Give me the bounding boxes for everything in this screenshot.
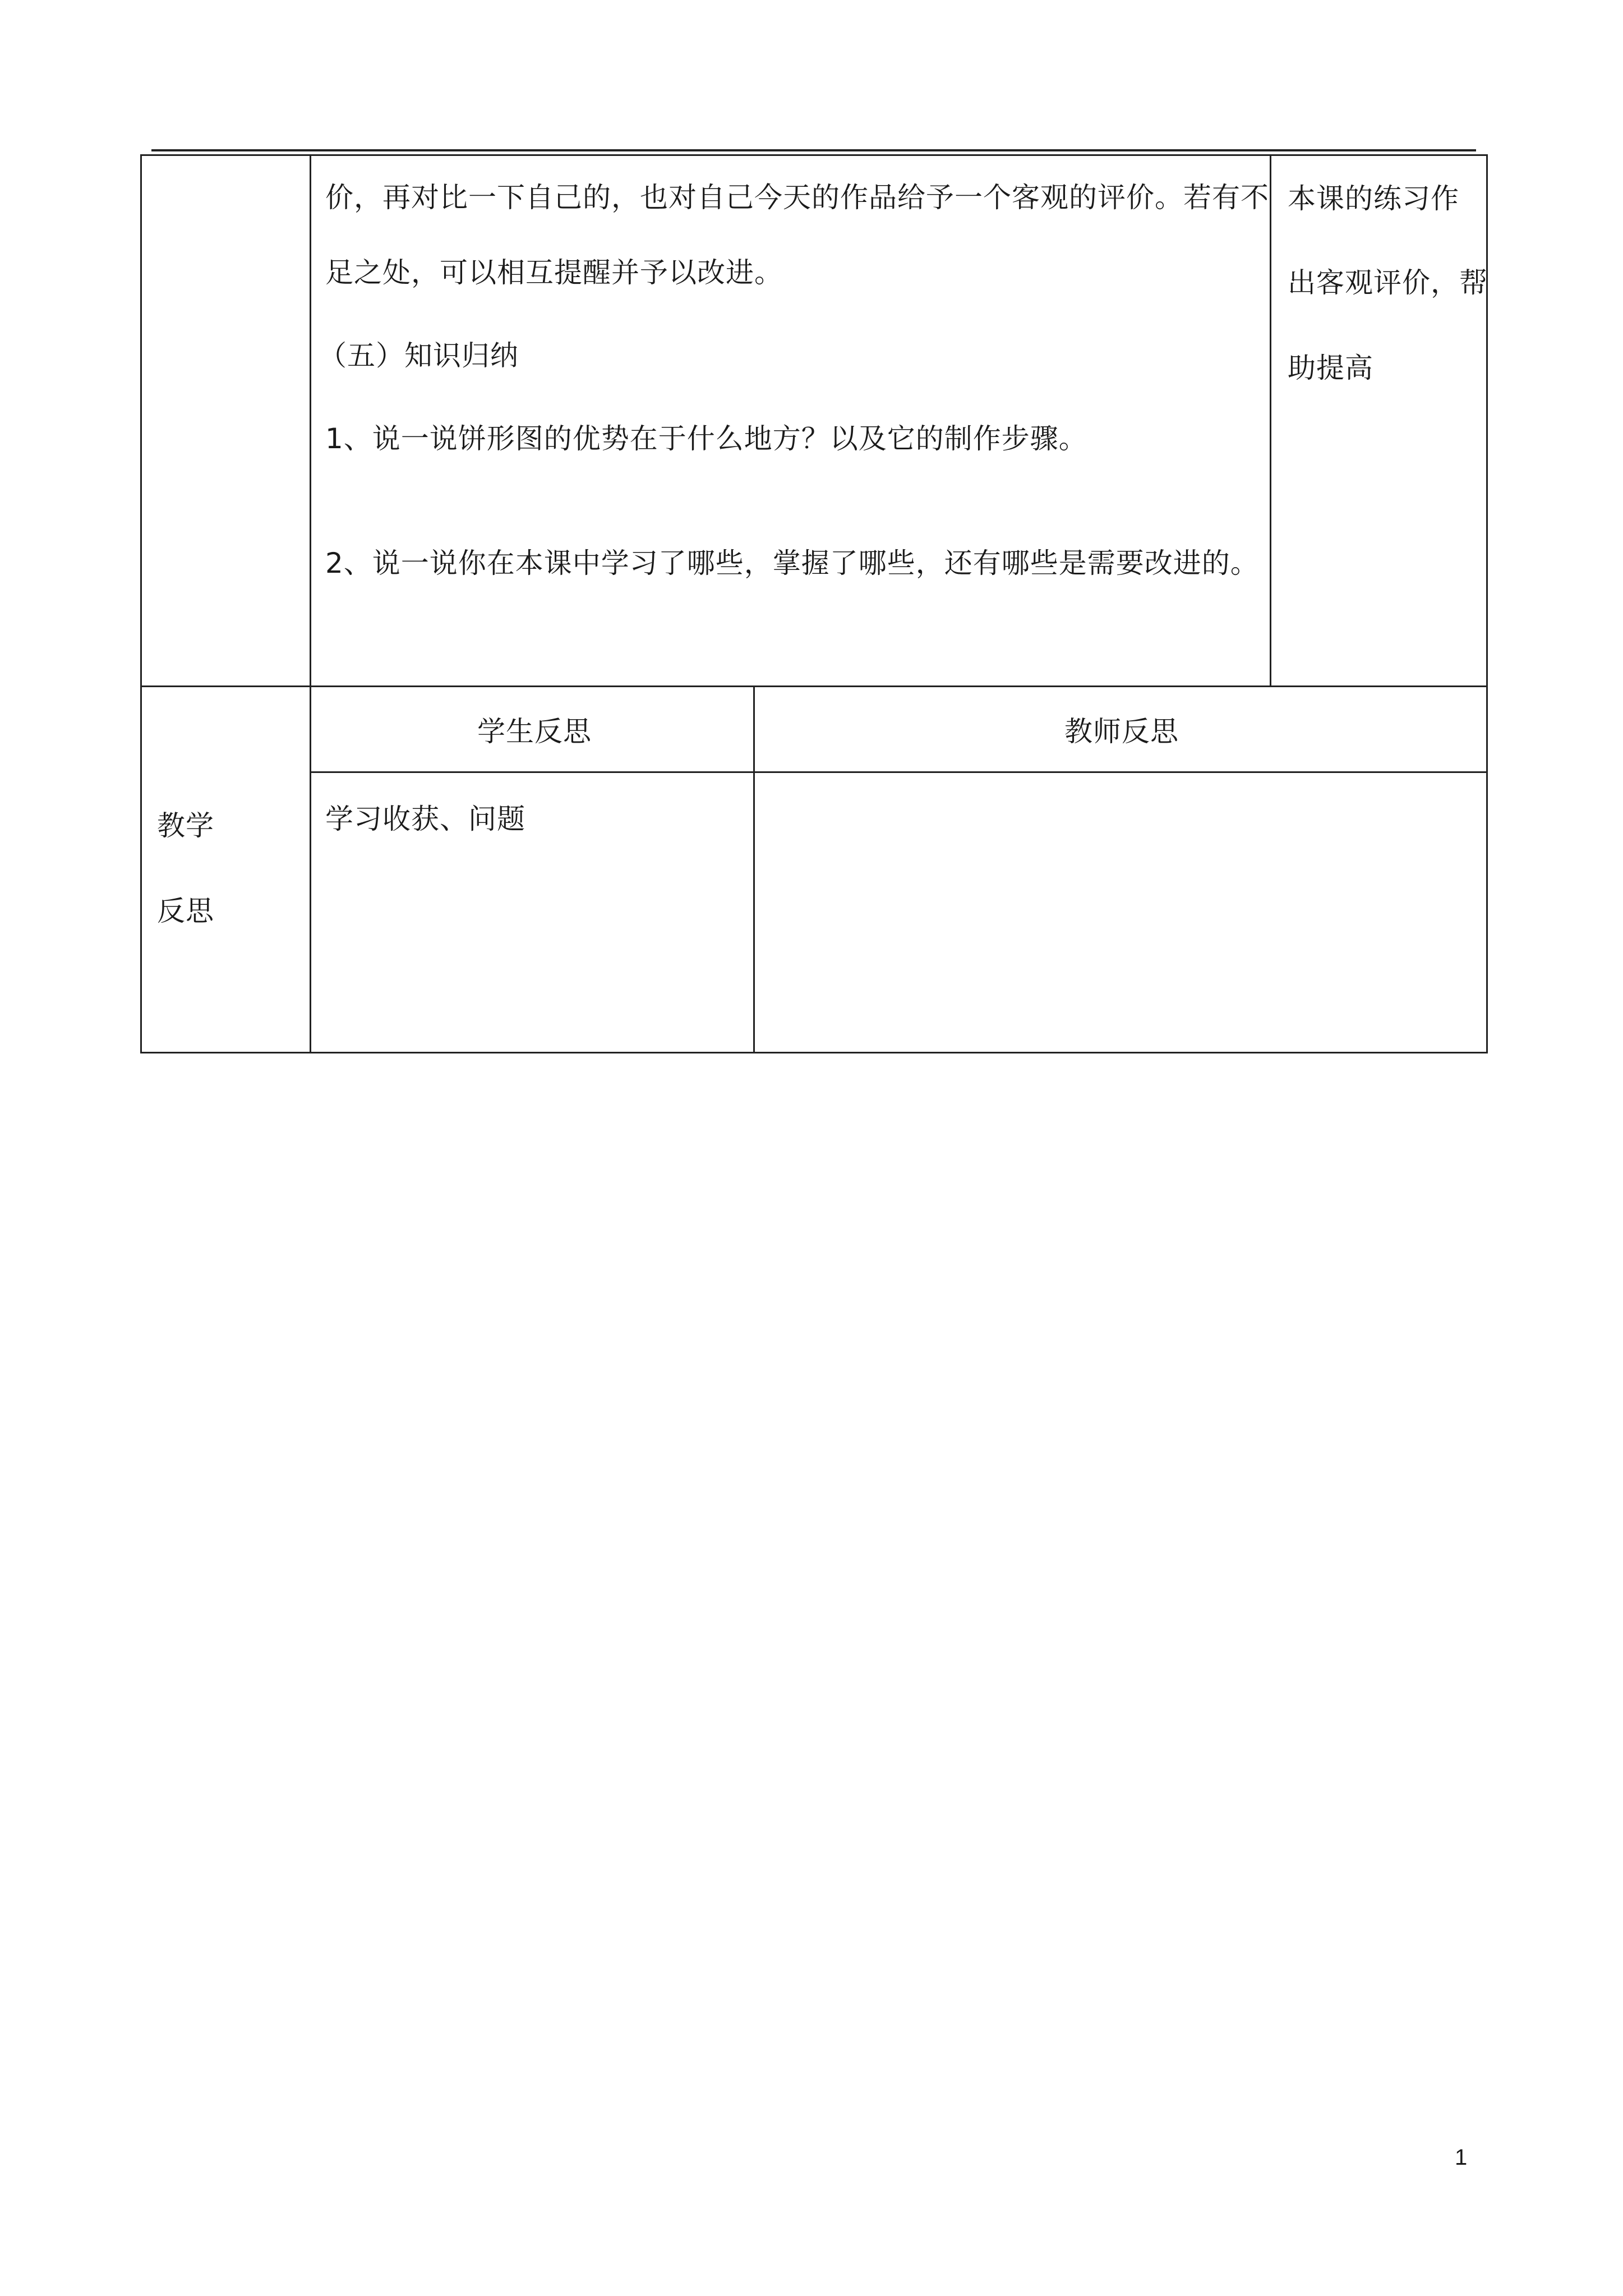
design-intent-line-3: 助提高 bbox=[1288, 352, 1373, 384]
table-border-bottom bbox=[140, 1052, 1488, 1053]
design-intent-line-1: 本课的练习作 bbox=[1288, 182, 1459, 215]
table-divider-row bbox=[140, 685, 1488, 687]
header-rule bbox=[151, 149, 1476, 151]
design-intent-line-2: 出客观评价，帮 bbox=[1288, 266, 1488, 299]
table-divider-label-column bbox=[310, 154, 311, 1053]
table-border-top bbox=[140, 154, 1488, 156]
summary-item-2: 2、说一说你在本课中学习了哪些，掌握了哪些，还有哪些是需要改进的。 bbox=[325, 547, 1259, 579]
process-text-line-1: 价，再对比一下自己的，也对自己今天的作品给予一个客观的评价。若有不 bbox=[325, 181, 1269, 214]
reflection-label-line-2: 反思 bbox=[157, 895, 214, 927]
teacher-reflection-header: 教师反思 bbox=[1064, 715, 1179, 748]
summary-item-1: 1、说一说饼形图的优势在于什么地方？以及它的制作步骤。 bbox=[325, 422, 1087, 455]
reflection-label-line-1: 教学 bbox=[157, 809, 214, 842]
table-divider-student-teacher bbox=[753, 685, 755, 1053]
page-number: 1 bbox=[1455, 2145, 1468, 2170]
student-reflection-content: 学习收获、问题 bbox=[325, 803, 525, 835]
section-heading: （五）知识归纳 bbox=[319, 339, 519, 372]
table-divider-intent-column bbox=[1270, 154, 1271, 687]
process-text-line-2: 足之处，可以相互提醒并予以改进。 bbox=[325, 256, 783, 289]
table-divider-reflection-header bbox=[310, 771, 1488, 773]
student-reflection-header: 学生反思 bbox=[477, 715, 592, 748]
table-border-left bbox=[140, 154, 142, 1053]
